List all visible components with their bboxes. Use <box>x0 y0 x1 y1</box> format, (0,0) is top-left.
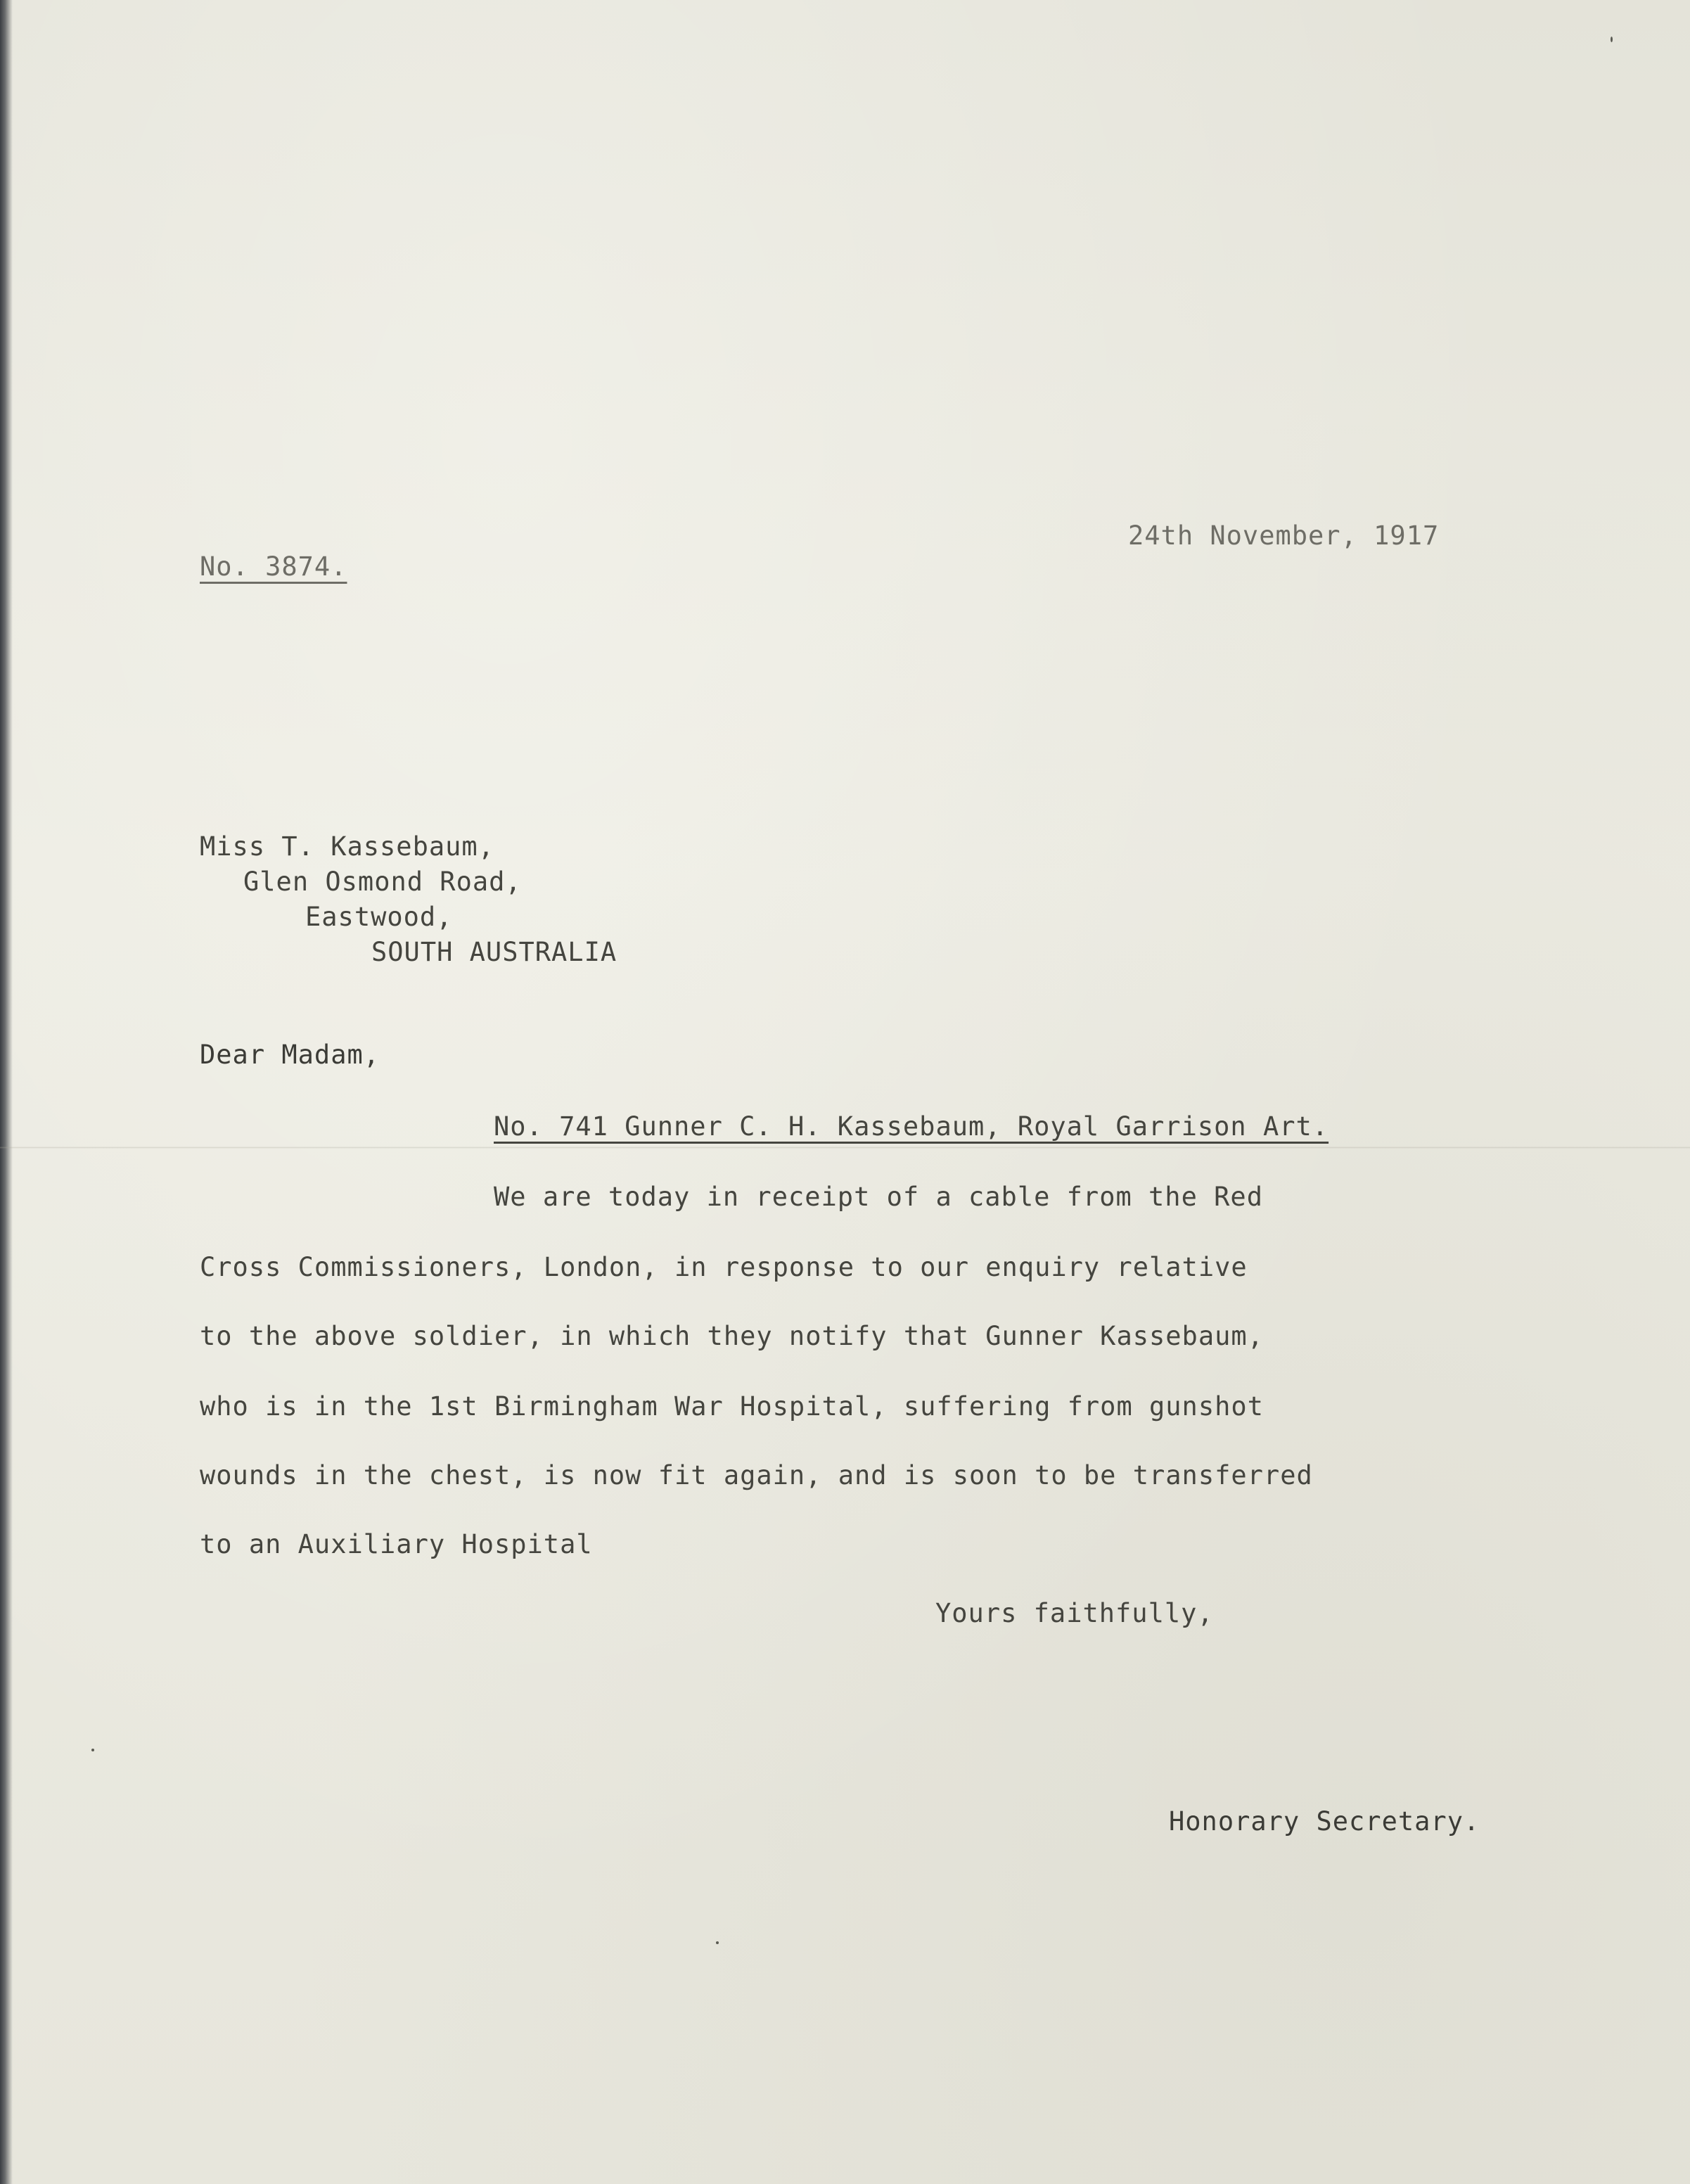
body-line: wounds in the chest, is now fit again, and is soon to be transferred <box>200 1460 1313 1490</box>
body-line: to an Auxiliary Hospital <box>200 1529 593 1559</box>
body-line: who is in the 1st Birmingham War Hospital, suffering from gunshot <box>200 1391 1264 1422</box>
subject-line: No. 741 Gunner C. H. Kassebaum, Royal Garrison Art. <box>494 1111 1329 1142</box>
body-line: to the above soldier, in which they notify that Gunner Kassebaum, <box>200 1321 1264 1351</box>
closing: Yours faithfully, <box>935 1598 1214 1628</box>
paper-speck <box>716 1941 719 1944</box>
recipient-state: SOUTH AUSTRALIA <box>371 937 617 967</box>
paper-speck <box>91 1749 94 1751</box>
salutation: Dear Madam, <box>200 1040 380 1070</box>
recipient-suburb: Eastwood, <box>305 902 453 932</box>
letter-date: 24th November, 1917 <box>1128 521 1440 551</box>
reference-number: No. 3874. <box>200 551 347 582</box>
recipient-name: Miss T. Kassebaum, <box>200 831 494 862</box>
paper-fold-line <box>0 1147 1690 1149</box>
signatory-title: Honorary Secretary. <box>1169 1806 1480 1837</box>
page-edge-shadow <box>0 0 13 2184</box>
body-line: Cross Commissioners, London, in response to our enquiry relative <box>200 1252 1248 1282</box>
recipient-street: Glen Osmond Road, <box>243 867 522 897</box>
body-line: We are today in receipt of a cable from the Red <box>494 1182 1263 1212</box>
paper-speck <box>1611 37 1613 42</box>
